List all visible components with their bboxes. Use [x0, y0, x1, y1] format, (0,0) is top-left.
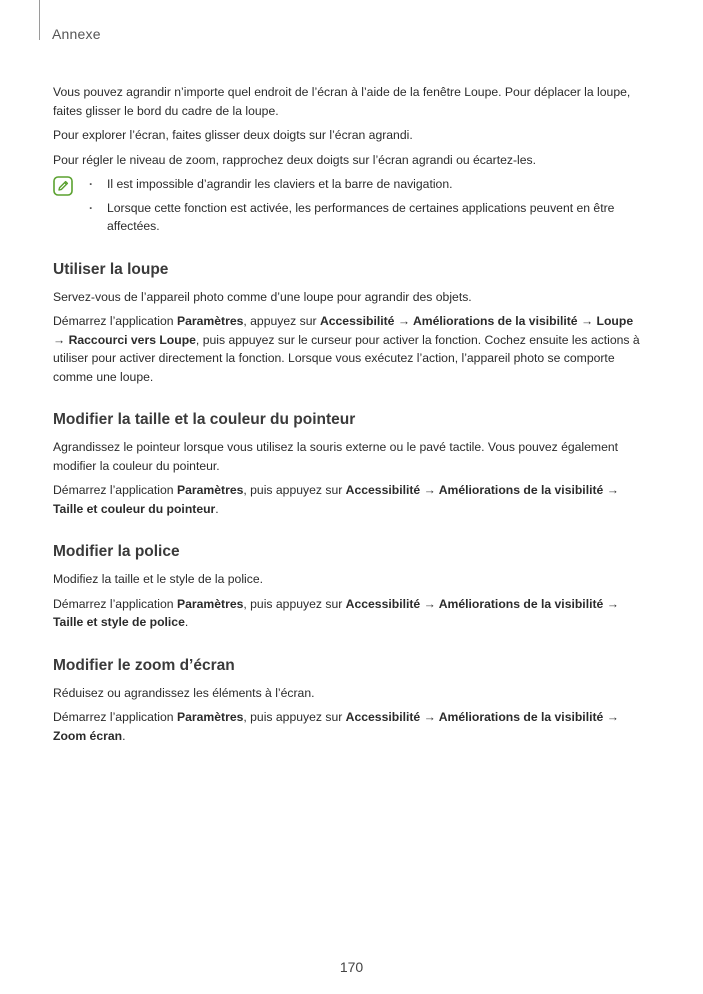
- page-content: [53, 83, 651, 751]
- section-title-loupe: Utiliser la loupe: [53, 260, 169, 278]
- path-step: Améliorations de la visibilité: [438, 483, 604, 497]
- path-step: Raccourci vers Loupe: [68, 332, 196, 347]
- section-header: Annexe: [52, 26, 101, 42]
- section-title-font: Modifier la police: [53, 543, 180, 560]
- note-pencil-icon: [53, 176, 73, 196]
- header-rule: [39, 0, 40, 40]
- path-step: Zoom écran: [53, 728, 123, 743]
- instruction-paragraph: Démarrez l’application Paramètres, appuyez sur Accessibilité → Améliorations de la visibilité → Loupe → Raccourci vers Loupe, puis appuyez sur le curseur pour activer la fonction. Cochez ensuite les actions à utiliser pour activer directement la fonction. Lorsque vous exécutez l’action, l’appareil photo se comporte comme une loupe.: [53, 314, 640, 384]
- path-app: Paramètres: [176, 483, 244, 497]
- note-item: · Lorsque cette fonction est activée, les performances de certaines applications peuvent en être affectées.: [105, 199, 651, 236]
- instruction-paragraph: Démarrez l’application Paramètres, puis appuyez sur Accessibilité → Améliorations de la visibilité → Taille et style de police.: [53, 596, 619, 629]
- path-step: Accessibilité: [345, 596, 421, 611]
- path-step: Accessibilité: [345, 710, 421, 724]
- page-number: 170: [339, 959, 364, 975]
- note-box: [53, 175, 651, 236]
- path-app: Paramètres: [176, 596, 244, 611]
- intro-paragraph: Pour régler le niveau de zoom, rapprochez deux doigts sur l’écran agrandi ou écartez-les.: [53, 152, 537, 167]
- path-step: Améliorations de la visibilité: [412, 314, 578, 328]
- section-desc: Servez-vous de l’appareil photo comme d’une loupe pour agrandir des objets.: [53, 289, 472, 304]
- intro-paragraph: Vous pouvez agrandir n’importe quel endroit de l’écran à l’aide de la fenêtre Loupe. Pour déplacer la loupe, faites glisser le bord du cadre de la loupe.: [53, 85, 631, 118]
- path-step: Taille et style de police: [53, 615, 185, 629]
- path-step: Améliorations de la visibilité: [438, 596, 604, 611]
- section-desc: Agrandissez le pointeur lorsque vous utilisez la souris externe ou le pavé tactile. Vous pouvez également modifier la couleur du pointeur.: [53, 440, 619, 473]
- section-desc: Réduisez ou agrandissez les éléments à l’écran.: [53, 685, 315, 700]
- instruction-paragraph: Démarrez l’application Paramètres, puis appuyez sur Accessibilité → Améliorations de la visibilité → Taille et couleur du pointeur.: [53, 483, 619, 516]
- path-step: Loupe: [596, 314, 634, 328]
- note-list: [105, 175, 651, 236]
- path-step: Taille et couleur du pointeur: [53, 501, 216, 516]
- section-title-zoom: Modifier le zoom d’écran: [53, 656, 235, 674]
- section-desc: Modifiez la taille et le style de la police.: [53, 572, 264, 586]
- path-step: Améliorations de la visibilité: [438, 710, 604, 724]
- path-app: Paramètres: [176, 314, 244, 328]
- instruction-paragraph: Démarrez l’application Paramètres, puis appuyez sur Accessibilité → Améliorations de la visibilité → Zoom écran.: [53, 710, 619, 743]
- section-title-pointer: Modifier la taille et la couleur du pointeur: [53, 411, 356, 428]
- note-item: · Il est impossible d’agrandir les claviers et la barre de navigation.: [105, 175, 651, 194]
- path-step: Accessibilité: [345, 483, 421, 497]
- intro-paragraph: Pour explorer l’écran, faites glisser deux doigts sur l’écran agrandi.: [53, 128, 413, 142]
- path-step: Accessibilité: [319, 314, 395, 328]
- path-app: Paramètres: [176, 710, 244, 724]
